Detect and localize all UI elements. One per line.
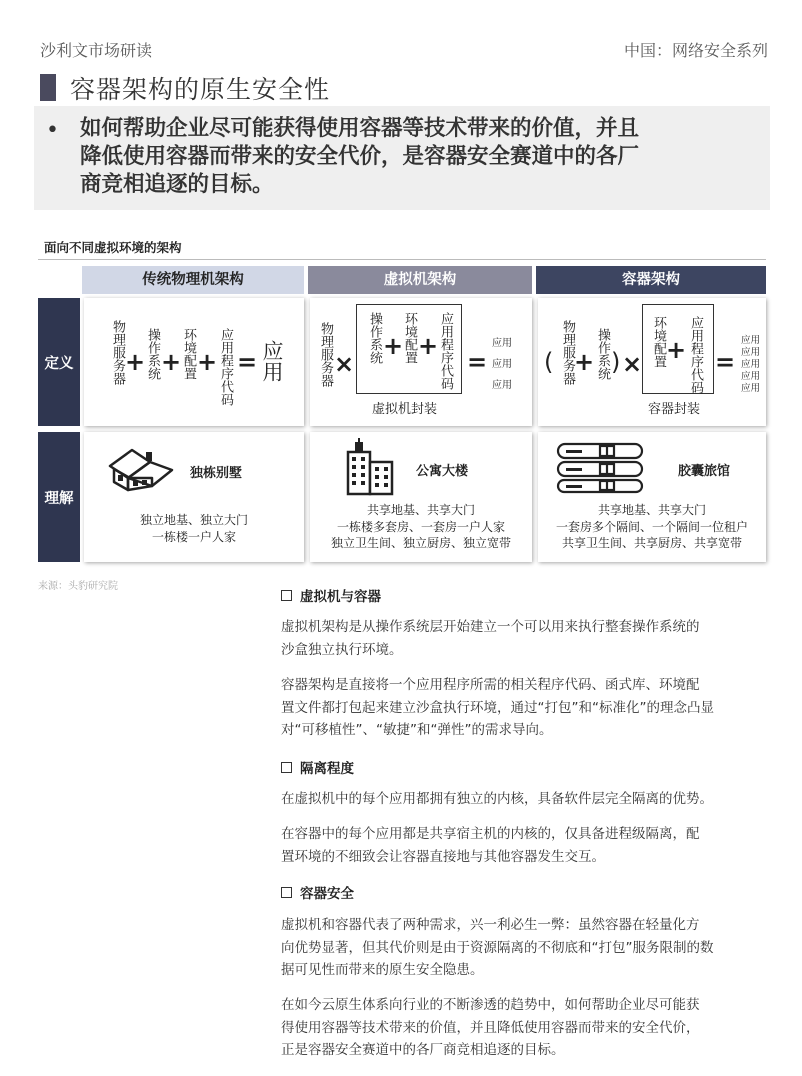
paragraph-line: 据可见性而带来的原生安全隐患。	[281, 962, 484, 978]
paragraph	[281, 674, 773, 742]
paragraph-line: 容器架构是直接将一个应用程序所需的相关程序代码、函式库、环境配	[281, 677, 700, 693]
report-category: 中国：网络安全系列	[623, 41, 768, 60]
figure-source: 来源：头豹研究院	[38, 581, 118, 592]
os-label: 操作系统	[595, 328, 610, 380]
section-heading-isolation	[281, 757, 354, 777]
paragraph-line: 置文件都打包起来建立沙盒执行环境，通过“打包”和“标准化”的理念凸显	[281, 699, 714, 716]
physical-server-label: 物理服务器	[110, 320, 125, 385]
title-accent-bar	[40, 74, 56, 101]
figure-title: 面向不同虚拟环境的架构	[44, 240, 182, 255]
summary-line: 如何帮助企业尽可能获得使用容器等技术带来的价值，并且	[80, 116, 640, 141]
paragraph-line: 在如今云原生体系向行业的不断渗透的趋势中，如何帮助企业尽可能获	[281, 997, 700, 1013]
os-label: 操作系统	[145, 328, 160, 380]
env-config-label: 环境配置	[402, 312, 417, 364]
plus-symbol: +	[197, 348, 218, 376]
row-label-definition: 定义	[38, 298, 80, 426]
app-small-label: 应用	[741, 383, 761, 394]
definition-physical-cell	[84, 298, 304, 426]
paragraph-line: 虚拟机架构是从操作系统层开始建立一个可以用来执行整套操作系统的	[281, 619, 700, 635]
equals-symbol: =	[237, 348, 258, 376]
description-line: 共享地基、共享大门	[597, 503, 706, 517]
env-config-label: 环境配置	[651, 316, 666, 368]
understanding-vm-cell	[310, 432, 532, 562]
understanding-physical-cell	[84, 432, 304, 562]
paragraph-line: 在容器中的每个应用都是共享宿主机的内核的，仅具备进程级隔离，配	[281, 826, 700, 842]
paragraph-line: 在虚拟机中的每个应用都拥有独立的内核，具备软件层完全隔离的优势。	[281, 791, 713, 807]
app-small-label: 应用	[741, 359, 761, 370]
right-paren-symbol: )	[611, 348, 621, 376]
row-label-understanding: 理解	[38, 432, 80, 562]
section-heading-text: 隔离程度	[300, 761, 354, 777]
left-paren-symbol: (	[544, 348, 554, 376]
figure-divider	[38, 259, 766, 260]
paragraph	[281, 788, 773, 811]
times-symbol: ×	[622, 350, 643, 378]
app-small-label: 应用	[741, 371, 761, 382]
description-line: 共享地基、共享大门	[366, 503, 475, 517]
paragraph-line: 置环境的不细致会让容器直接地与其他容器发生交互。	[281, 848, 605, 865]
physical-server-label: 物理服务器	[318, 322, 333, 387]
plus-symbol: +	[418, 332, 439, 360]
equals-symbol: =	[467, 348, 488, 376]
os-label: 操作系统	[367, 312, 382, 364]
checkbox-bullet-icon	[281, 762, 292, 773]
app-small-label: 应用	[741, 347, 761, 358]
physical-server-label: 物理服务器	[560, 320, 575, 385]
summary-text	[80, 115, 740, 199]
vm-seal-label: 虚拟机封装	[372, 402, 438, 417]
application-label: 应用	[260, 340, 284, 382]
app-small-label: 应用	[741, 335, 761, 346]
definition-container-cell	[538, 298, 766, 426]
checkbox-bullet-icon	[281, 887, 292, 898]
apartment-building-icon	[344, 438, 396, 496]
plus-symbol: +	[383, 332, 404, 360]
column-header-physical: 传统物理机架构	[82, 266, 304, 294]
report-series-name: 沙利文市场研读	[40, 41, 153, 60]
app-code-label: 应用程序代码	[688, 316, 703, 394]
env-config-label: 环境配置	[181, 328, 196, 380]
plus-symbol: +	[161, 348, 182, 376]
plus-symbol: +	[125, 348, 146, 376]
summary-line: 降低使用容器而带来的安全代价，是容器安全赛道中的各厂	[80, 144, 640, 169]
paragraph	[281, 616, 773, 661]
villa-label: 独栋别墅	[190, 466, 243, 481]
definition-vm-cell	[310, 298, 532, 426]
paragraph	[281, 994, 773, 1062]
paragraph-line: 正是容器安全赛道中的各厂商竞相追逐的目标。	[281, 1042, 565, 1058]
description-line: 独立地基、独立大门	[139, 513, 248, 527]
app-small-label: 应用	[492, 338, 512, 349]
app-small-label: 应用	[492, 359, 512, 370]
section-heading-text: 容器安全	[300, 886, 354, 902]
paragraph-line: 虚拟机和容器代表了两种需求，兴一利必生一弊：虽然容器在轻量化方	[281, 917, 700, 933]
capsule-pods-icon	[556, 442, 646, 494]
summary-line: 商竞相追逐的目标。	[80, 172, 274, 197]
plus-symbol: +	[666, 336, 687, 364]
checkbox-bullet-icon	[281, 590, 292, 601]
understanding-container-cell	[538, 432, 766, 562]
equals-symbol: =	[715, 348, 736, 376]
column-header-vm: 虚拟机架构	[308, 266, 532, 294]
column-header-container: 容器架构	[536, 266, 766, 294]
app-small-label: 应用	[492, 380, 512, 391]
plus-symbol: +	[574, 348, 595, 376]
page-title: 容器架构的原生安全性	[70, 75, 331, 104]
times-symbol: ×	[334, 350, 355, 378]
paragraph	[281, 914, 773, 982]
description-line: 一栋楼一户人家	[151, 529, 236, 544]
container-seal-label: 容器封装	[648, 402, 701, 417]
description-line: 共享卫生间、共享厨房、共享宽带	[561, 536, 742, 550]
section-heading-text: 虚拟机与容器	[300, 589, 381, 605]
description-line: 一栋楼多套房、一套房一户人家	[336, 519, 505, 534]
paragraph	[281, 823, 773, 868]
bullet-icon: •	[46, 118, 59, 143]
house-icon	[106, 444, 178, 494]
apartment-label: 公寓大楼	[416, 464, 469, 479]
paragraph-line: 得使用容器等技术带来的价值，并且降低使用容器而带来的安全代价，	[281, 1019, 700, 1036]
description-line: 一套房多个隔间、一个隔间一位租户	[555, 519, 748, 534]
description-line: 独立卫生间、独立厨房、独立宽带	[330, 536, 511, 550]
paragraph-line: 沙盒独立执行环境。	[281, 641, 403, 658]
paragraph-line: 向优势显著，但其代价则是由于资源隔离的不彻底和“打包”服务限制的数	[281, 939, 714, 956]
apartment-description	[310, 502, 532, 552]
section-heading-container-security	[281, 882, 354, 902]
capsule-hotel-label: 胶囊旅馆	[678, 464, 731, 479]
app-code-label: 应用程序代码	[438, 312, 453, 390]
villa-description	[84, 512, 304, 545]
paragraph-line: 对“可移植性”、“敏捷”和“弹性”的需求导向。	[281, 722, 553, 738]
section-heading-vm-vs-container	[281, 585, 381, 605]
app-code-label: 应用程序代码	[218, 328, 233, 406]
capsule-hotel-description	[538, 502, 766, 552]
